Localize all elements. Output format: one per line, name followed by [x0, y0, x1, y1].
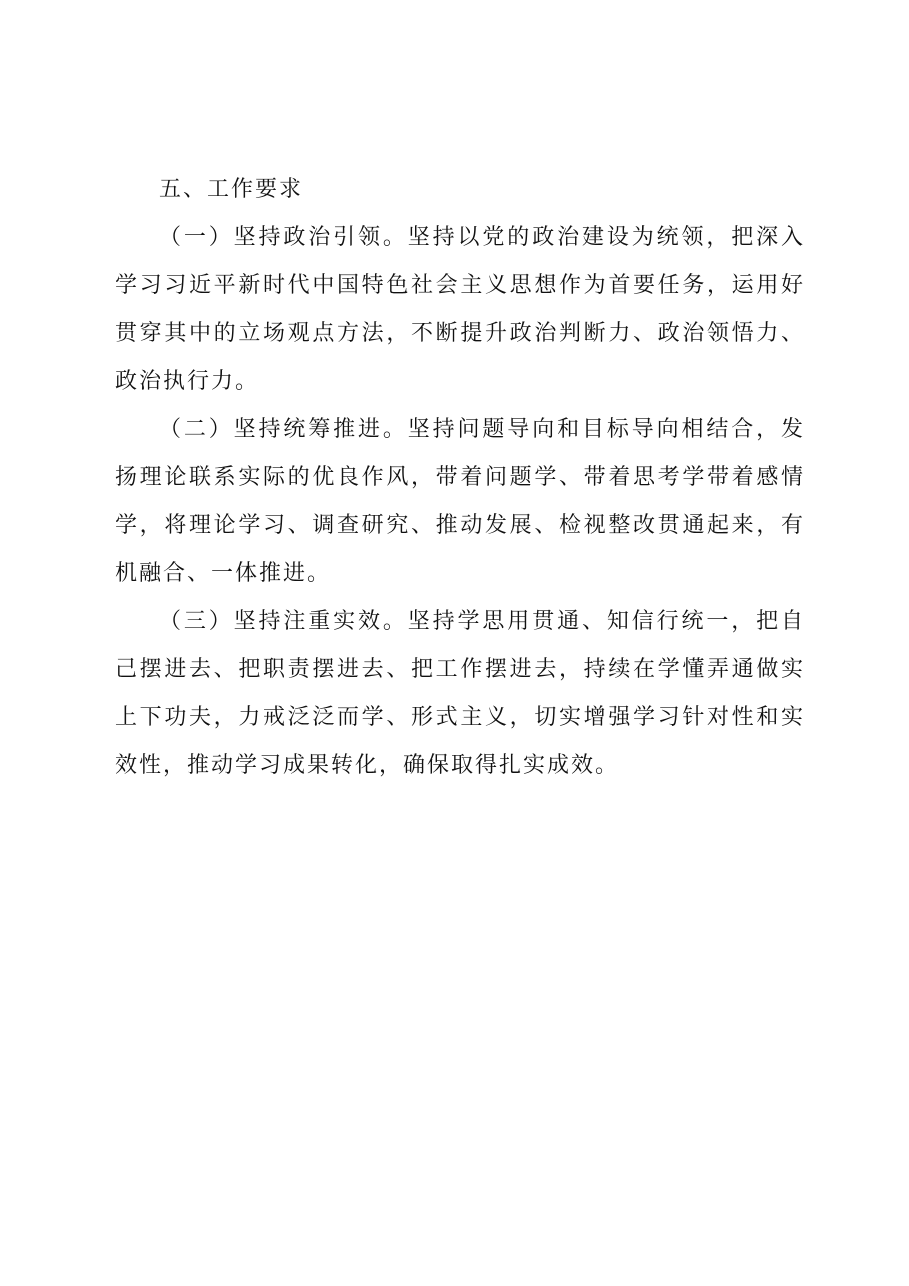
- document-body: [115, 166, 805, 790]
- paragraph-coordinated-advancement: （二）坚持统筹推进。坚持问题导向和目标导向相结合，发扬理论联系实际的优良作风，带着问题学、带着思考学带着感情学，将理论学习、调查研究、推动发展、检视整改贯通起来，有机融合、一体推进。: [115, 417, 805, 586]
- paragraph-political-leadership: （一）坚持政治引领。坚持以党的政治建设为统领，把深入学习习近平新时代中国特色社会主义思想作为首要任务，运用好贯穿其中的立场观点方法，不断提升政治判断力、政治领悟力、政治执行力。: [115, 225, 805, 394]
- paragraph-practical-results: （三）坚持注重实效。坚持学思用贯通、知信行统一，把自己摆进去、把职责摆进去、把工作摆进去，持续在学懂弄通做实上下功夫，力戒泛泛而学、形式主义，切实增强学习针对性和实效性，推动学习成果转化，确保取得扎实成效。: [115, 609, 805, 778]
- section-heading: 五、工作要求: [159, 177, 304, 202]
